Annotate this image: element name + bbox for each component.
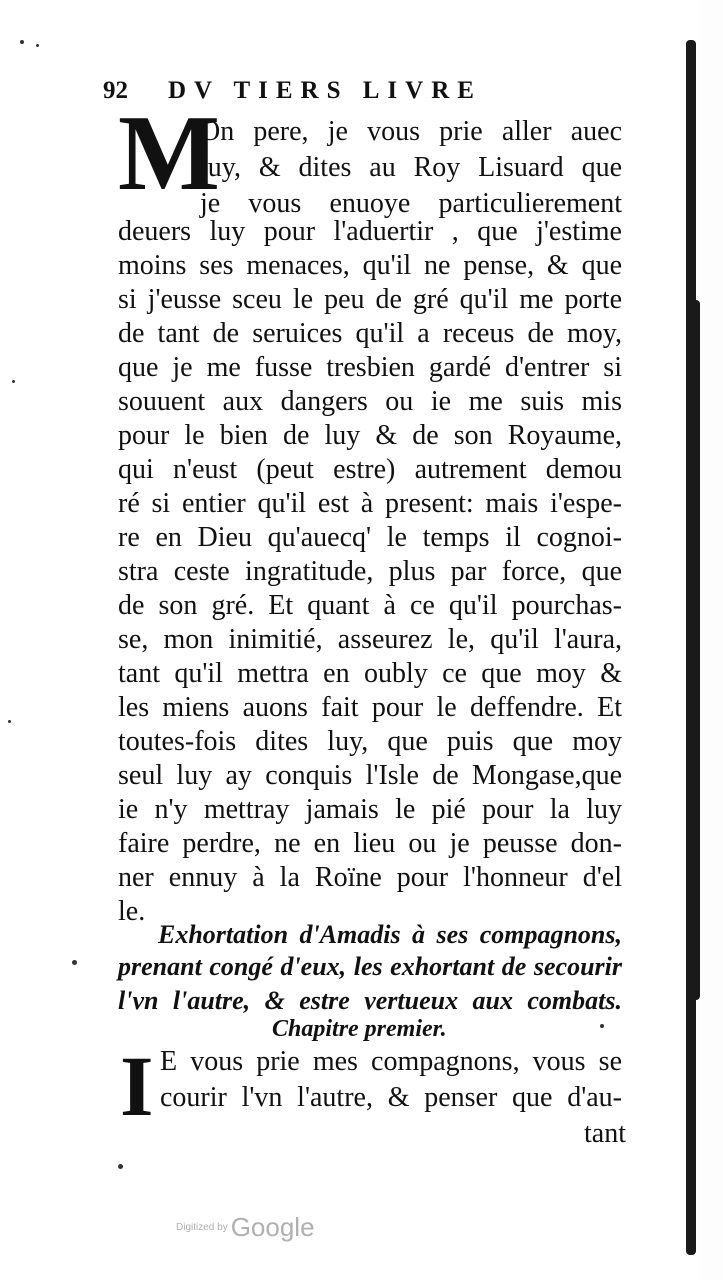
text-line: toutes-fois dites luy, que puis que moy	[118, 726, 622, 757]
scan-speck	[36, 44, 39, 47]
page-edge-shadow-inner	[692, 300, 700, 1000]
digitized-credit	[176, 1212, 336, 1246]
chapter-summary-line: Exhortation d'Amadis à ses compagnons,	[158, 920, 622, 949]
running-title: DV TIERS LIVRE	[168, 77, 482, 104]
page-margin-right	[700, 0, 723, 1280]
text-line: que je me fusse tresbien gardé d'entrer si	[118, 352, 622, 383]
chapter-heading: Chapitre premier.	[272, 1016, 447, 1042]
text-line: qui n'eust (peut estre) autrement demou	[118, 454, 622, 485]
text-line: luy, & dites au Roy Lisuard que	[200, 152, 622, 183]
text-line: moins ses menaces, qu'il ne pense, & que	[118, 250, 622, 281]
text-line: pour le bien de luy & de son Royaume,	[118, 420, 622, 451]
text-line: je vous enuoye particulierement	[200, 188, 622, 219]
text-line: ner ennuy à la Roïne pour l'honneur d'el	[118, 862, 622, 893]
scan-speck	[12, 380, 15, 383]
chapter-summary-line: l'vn l'autre, & estre vertueux aux combats.	[118, 986, 622, 1015]
catchword: tant	[584, 1118, 626, 1149]
text-line: stra ceste ingratitude, plus par force, que	[118, 556, 622, 587]
text-line: les miens auons fait pour le deffendre. Et	[118, 692, 622, 723]
text-line: E vous prie mes compagnons, vous se	[160, 1046, 622, 1077]
text-line: se, mon inimitié, asseurez le, qu'il l'aura,	[118, 624, 622, 655]
scan-speck	[600, 1024, 604, 1028]
text-line: le.	[118, 896, 146, 927]
page-number: 92	[103, 77, 128, 104]
text-line: ré si entier qu'il est à present: mais i'espe-	[118, 488, 622, 519]
text-line: On pere, je vous prie aller auec	[200, 116, 622, 147]
text-line: tant qu'il mettra en oubly ce que moy &	[118, 658, 622, 689]
scan-speck	[72, 960, 77, 965]
text-line: re en Dieu qu'auecq' le temps il cognoi-	[118, 522, 622, 553]
scan-speck	[118, 1164, 123, 1169]
text-line: seul luy ay conquis l'Isle de Mongase,que	[118, 760, 622, 791]
text-line: courir l'vn l'autre, & penser que d'au-	[160, 1082, 622, 1113]
scan-speck	[20, 40, 24, 44]
scan-speck	[8, 720, 11, 723]
google-logo: Google	[230, 1212, 315, 1242]
chapter-summary-line: prenant congé d'eux, les exhortant de secourir	[118, 952, 622, 981]
drop-cap-i: I	[120, 1038, 154, 1134]
drop-cap-m: M	[118, 94, 220, 213]
text-line: si j'eusse sceu le peu de gré qu'il me porte	[118, 284, 622, 315]
digitized-label: Digitized by	[176, 1222, 228, 1233]
text-line: faire perdre, ne en lieu ou je peusse don-	[118, 828, 622, 859]
text-line: deuers luy pour l'aduertir , que j'estime	[118, 216, 622, 247]
text-line: de tant de seruices qu'il a receus de moy,	[118, 318, 622, 349]
text-line: ie n'y mettray jamais le pié pour la luy	[118, 794, 622, 825]
text-line: souuent aux dangers ou ie me suis mis	[118, 386, 622, 417]
text-line: de son gré. Et quant à ce qu'il pourchas-	[118, 590, 622, 621]
